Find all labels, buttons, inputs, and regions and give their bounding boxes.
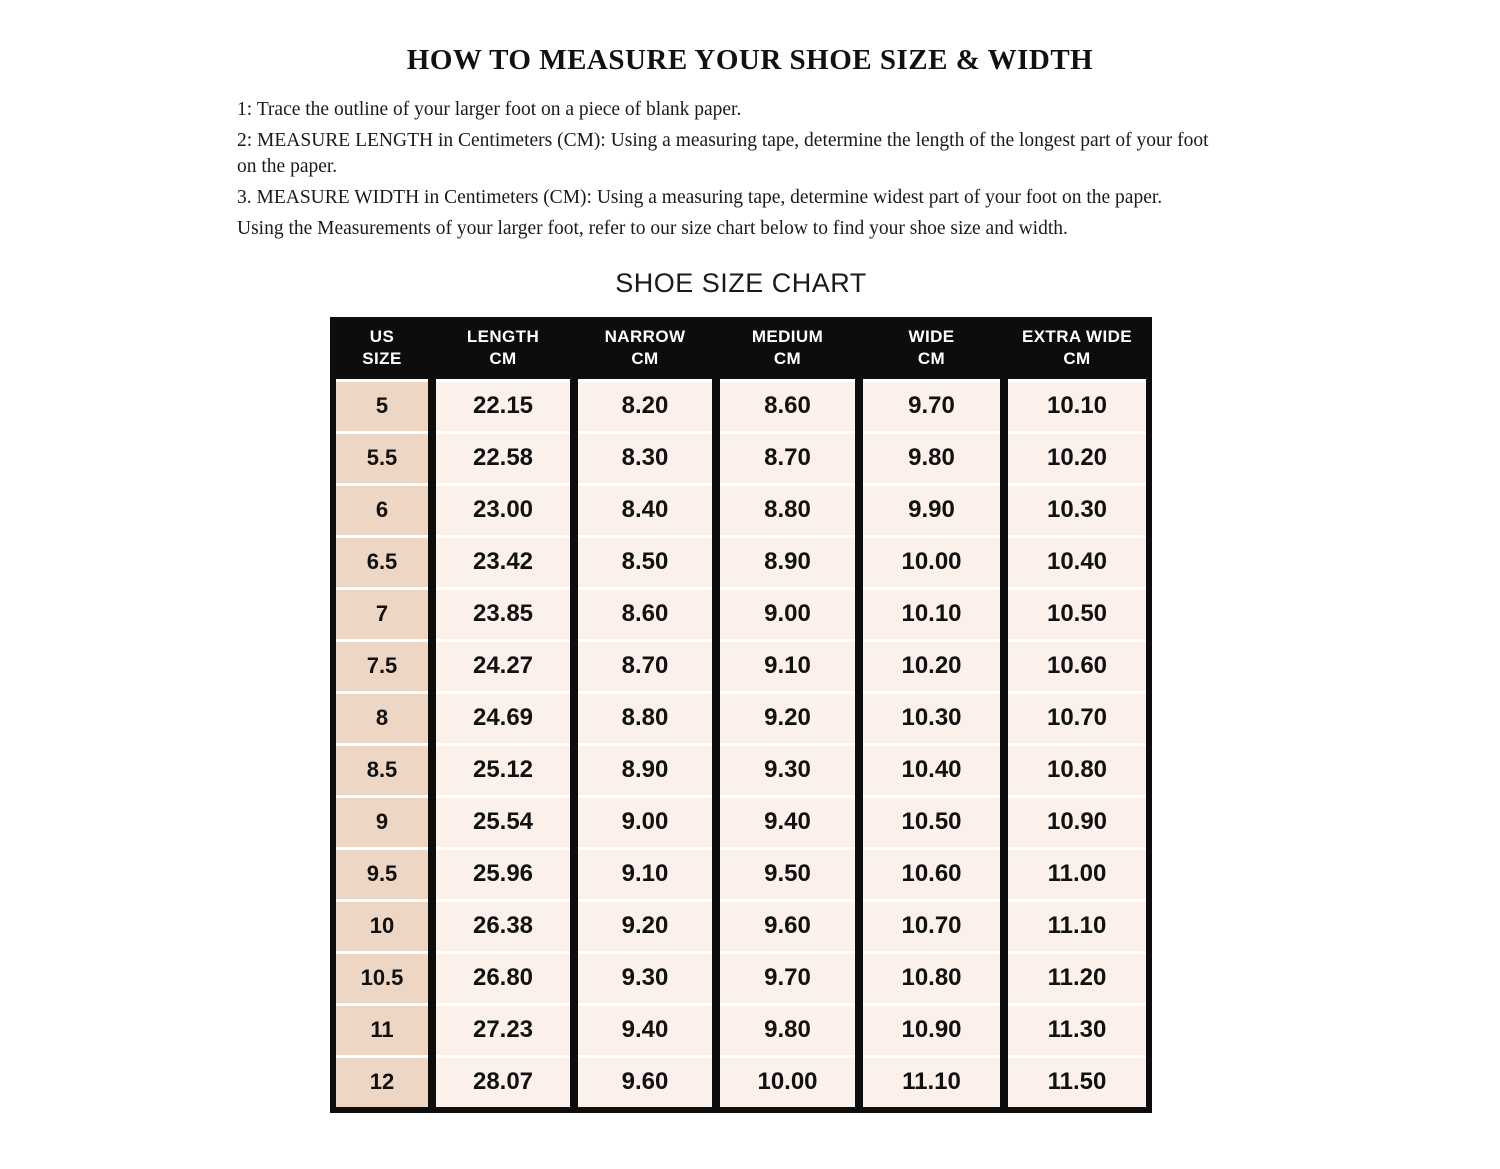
table-cell: 23.42 — [436, 538, 570, 587]
table-cell: 10.30 — [1008, 486, 1146, 535]
us-size-cell: 11 — [336, 1006, 428, 1055]
table-cell: 10.20 — [1008, 434, 1146, 483]
table-cell: 9.10 — [578, 850, 712, 899]
instruction-step-1: 1: Trace the outline of your larger foot on a piece of blank paper. — [237, 99, 742, 120]
table-cell: 11.00 — [1008, 850, 1146, 899]
table-cell: 11.30 — [1008, 1006, 1146, 1055]
table-cell: 10.90 — [863, 1006, 1000, 1055]
data-column — [720, 379, 855, 1107]
table-cell: 10.50 — [1008, 590, 1146, 639]
table-cell: 10.80 — [863, 954, 1000, 1003]
table-cell: 10.20 — [863, 642, 1000, 691]
column-header: EXTRA WIDE CM — [1021, 327, 1133, 368]
table-cell: 9.40 — [578, 1006, 712, 1055]
table-cell: 10.40 — [1008, 538, 1146, 587]
table-cell: 8.70 — [578, 642, 712, 691]
us-size-cell: 12 — [336, 1058, 428, 1107]
shoe-size-table — [330, 317, 1152, 1113]
table-cell: 22.15 — [436, 382, 570, 431]
instruction-step-3: 3. MEASURE WIDTH in Centimeters (CM): Using a measuring tape, determine widest part of your foot on the paper. — [237, 186, 1163, 208]
table-cell: 9.70 — [720, 954, 855, 1003]
table-header-row — [336, 317, 1146, 379]
table-cell: 10.60 — [863, 850, 1000, 899]
table-cell: 9.10 — [720, 642, 855, 691]
us-size-cell: 10.5 — [336, 954, 428, 1003]
column-header: MEDIUM CM — [751, 327, 824, 368]
table-cell: 10.30 — [863, 694, 1000, 743]
chart-title: SHOE SIZE CHART — [615, 267, 867, 298]
table-cell: 26.38 — [436, 902, 570, 951]
us-size-cell: 7.5 — [336, 642, 428, 691]
page-title: HOW TO MEASURE YOUR SHOE SIZE & WIDTH — [406, 44, 1094, 76]
column-header: NARROW CM — [604, 327, 686, 368]
instructions — [237, 97, 1227, 242]
table-cell: 9.60 — [578, 1058, 712, 1107]
table-cell: 8.60 — [720, 382, 855, 431]
us-size-cell: 6 — [336, 486, 428, 535]
table-cell: 25.96 — [436, 850, 570, 899]
table-cell: 10.90 — [1008, 798, 1146, 847]
size-column — [336, 379, 428, 1107]
table-cell: 8.50 — [578, 538, 712, 587]
table-cell: 9.90 — [863, 486, 1000, 535]
table-cell: 22.58 — [436, 434, 570, 483]
table-cell: 25.12 — [436, 746, 570, 795]
table-cell: 8.30 — [578, 434, 712, 483]
table-cell: 9.20 — [720, 694, 855, 743]
us-size-cell: 5 — [336, 382, 428, 431]
column-header: US SIZE — [362, 327, 402, 368]
data-column — [578, 379, 712, 1107]
us-size-cell: 10 — [336, 902, 428, 951]
table-cell: 11.10 — [863, 1058, 1000, 1107]
table-cell: 8.90 — [720, 538, 855, 587]
table-cell: 8.90 — [578, 746, 712, 795]
table-cell: 9.20 — [578, 902, 712, 951]
table-cell: 26.80 — [436, 954, 570, 1003]
us-size-cell: 5.5 — [336, 434, 428, 483]
table-body — [336, 379, 1146, 1107]
us-size-cell: 9 — [336, 798, 428, 847]
table-cell: 24.27 — [436, 642, 570, 691]
table-cell: 9.50 — [720, 850, 855, 899]
table-cell: 25.54 — [436, 798, 570, 847]
table-cell: 24.69 — [436, 694, 570, 743]
table-cell: 27.23 — [436, 1006, 570, 1055]
table-cell: 10.50 — [863, 798, 1000, 847]
table-cell: 8.20 — [578, 382, 712, 431]
table-cell: 8.40 — [578, 486, 712, 535]
table-cell: 8.70 — [720, 434, 855, 483]
us-size-cell: 8 — [336, 694, 428, 743]
table-cell: 9.00 — [720, 590, 855, 639]
table-cell: 8.80 — [720, 486, 855, 535]
table-cell: 9.30 — [720, 746, 855, 795]
table-cell: 10.60 — [1008, 642, 1146, 691]
instruction-note: Using the Measurements of your larger foot, refer to our size chart below to find your shoe size and width. — [237, 217, 1068, 239]
table-cell: 10.70 — [863, 902, 1000, 951]
us-size-cell: 6.5 — [336, 538, 428, 587]
table-cell: 9.60 — [720, 902, 855, 951]
data-column — [1008, 379, 1146, 1107]
table-cell: 9.70 — [863, 382, 1000, 431]
table-cell: 9.00 — [578, 798, 712, 847]
column-header: WIDE CM — [908, 327, 955, 368]
table-cell: 10.80 — [1008, 746, 1146, 795]
table-cell: 9.80 — [863, 434, 1000, 483]
us-size-cell: 7 — [336, 590, 428, 639]
us-size-cell: 8.5 — [336, 746, 428, 795]
us-size-cell: 9.5 — [336, 850, 428, 899]
table-cell: 8.80 — [578, 694, 712, 743]
column-header: LENGTH CM — [466, 327, 540, 368]
table-cell: 8.60 — [578, 590, 712, 639]
table-cell: 11.10 — [1008, 902, 1146, 951]
table-cell: 11.20 — [1008, 954, 1146, 1003]
data-column — [436, 379, 570, 1107]
table-cell: 10.70 — [1008, 694, 1146, 743]
table-cell: 10.10 — [1008, 382, 1146, 431]
table-cell: 11.50 — [1008, 1058, 1146, 1107]
table-cell: 10.10 — [863, 590, 1000, 639]
table-cell: 10.00 — [720, 1058, 855, 1107]
table-cell: 23.85 — [436, 590, 570, 639]
table-cell: 10.40 — [863, 746, 1000, 795]
table-cell: 28.07 — [436, 1058, 570, 1107]
table-cell: 9.30 — [578, 954, 712, 1003]
table-cell: 10.00 — [863, 538, 1000, 587]
table-cell: 9.80 — [720, 1006, 855, 1055]
table-cell: 23.00 — [436, 486, 570, 535]
instruction-step-2: 2: MEASURE LENGTH in Centimeters (CM): Using a measuring tape, determine the length of the longest part of your foot on the paper. — [237, 129, 1209, 177]
data-column — [863, 379, 1000, 1107]
table-cell: 9.40 — [720, 798, 855, 847]
